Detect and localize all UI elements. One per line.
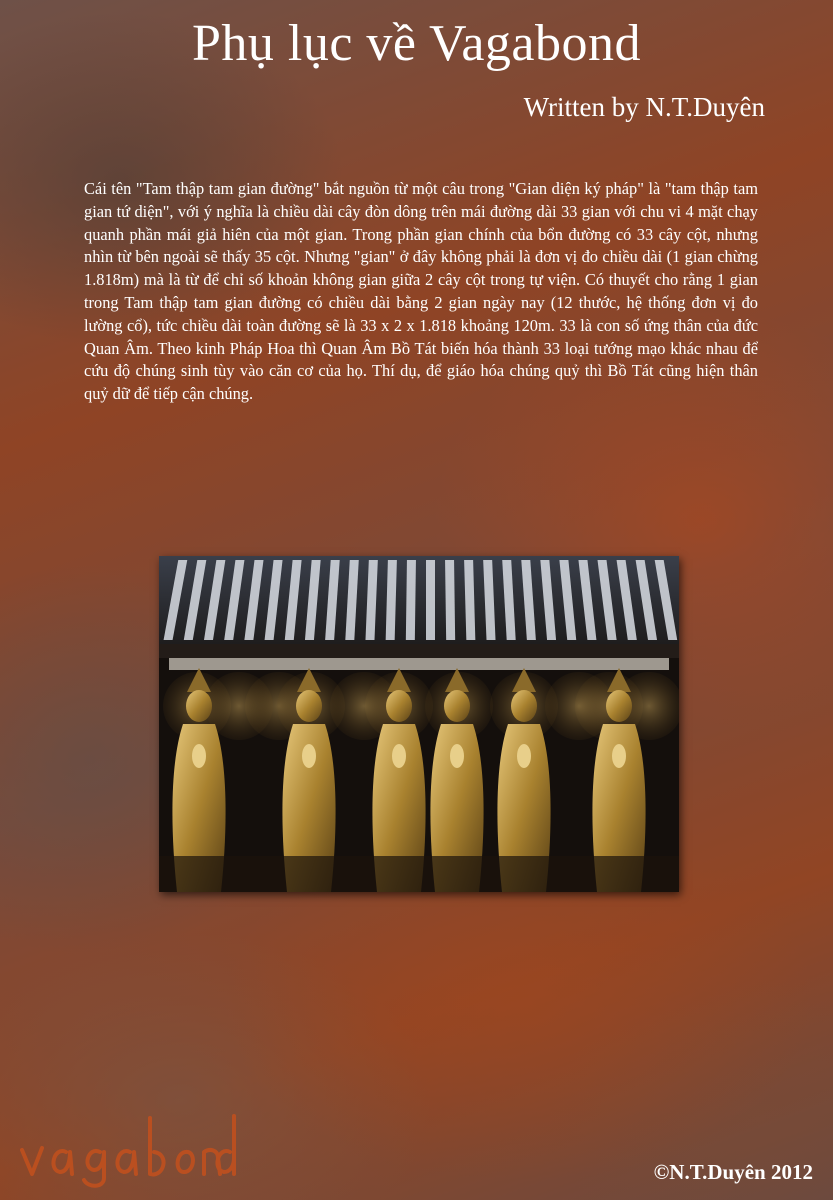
vagabond-logo <box>18 1108 238 1193</box>
page-title: Phụ lục về Vagabond <box>191 15 642 72</box>
copyright-notice: ©N.T.Duyên 2012 <box>653 1160 813 1184</box>
body-paragraph: Cái tên "Tam thập tam gian đường" bắt nguồn từ một câu trong "Gian diện ký pháp" là "tam thập tam gian tứ diện", với ý nghĩa là chiều dài cây đòn dông trên mái đường dài 33 gian với chu vi 4 mặt chạy quanh phần mái giả hiên của một gian. Trong phần gian chính của bổn đường có 33 cây cột, nhưng nhìn từ bên ngoài sẽ thấy 35 cột. Nhưng "gian" ở đây không phải là đơn vị đo chiều dài (1 gian chừng 1.818m) mà là từ để chỉ số khoản không gian giữa 2 cây cột trong tự viện. Có thuyết cho rằng 1 gian trong Tam thập tam gian đường có chiều dài bằng 2 gian ngày nay (12 thước, hệ thống đơn vị đo lường cổ), tức chiều dài toàn đường sẽ là 33 x 2 x 1.818 khoảng 120m. 33 là con số ứng thân của đức Quan Âm. Theo kinh Pháp Hoa thì Quan Âm Bồ Tát biến hóa thành 33 loại tướng mạo khác nhau để cứu độ chúng sinh tùy vào căn cơ của họ. Thí dụ, để giáo hóa chúng quỷ thì Bồ Tát cũng hiện thân quỷ dữ để tiếp cận chúng. <box>84 179 758 404</box>
author-byline: Written by N.T.Duyên <box>523 92 765 122</box>
statues-photo <box>159 556 679 892</box>
